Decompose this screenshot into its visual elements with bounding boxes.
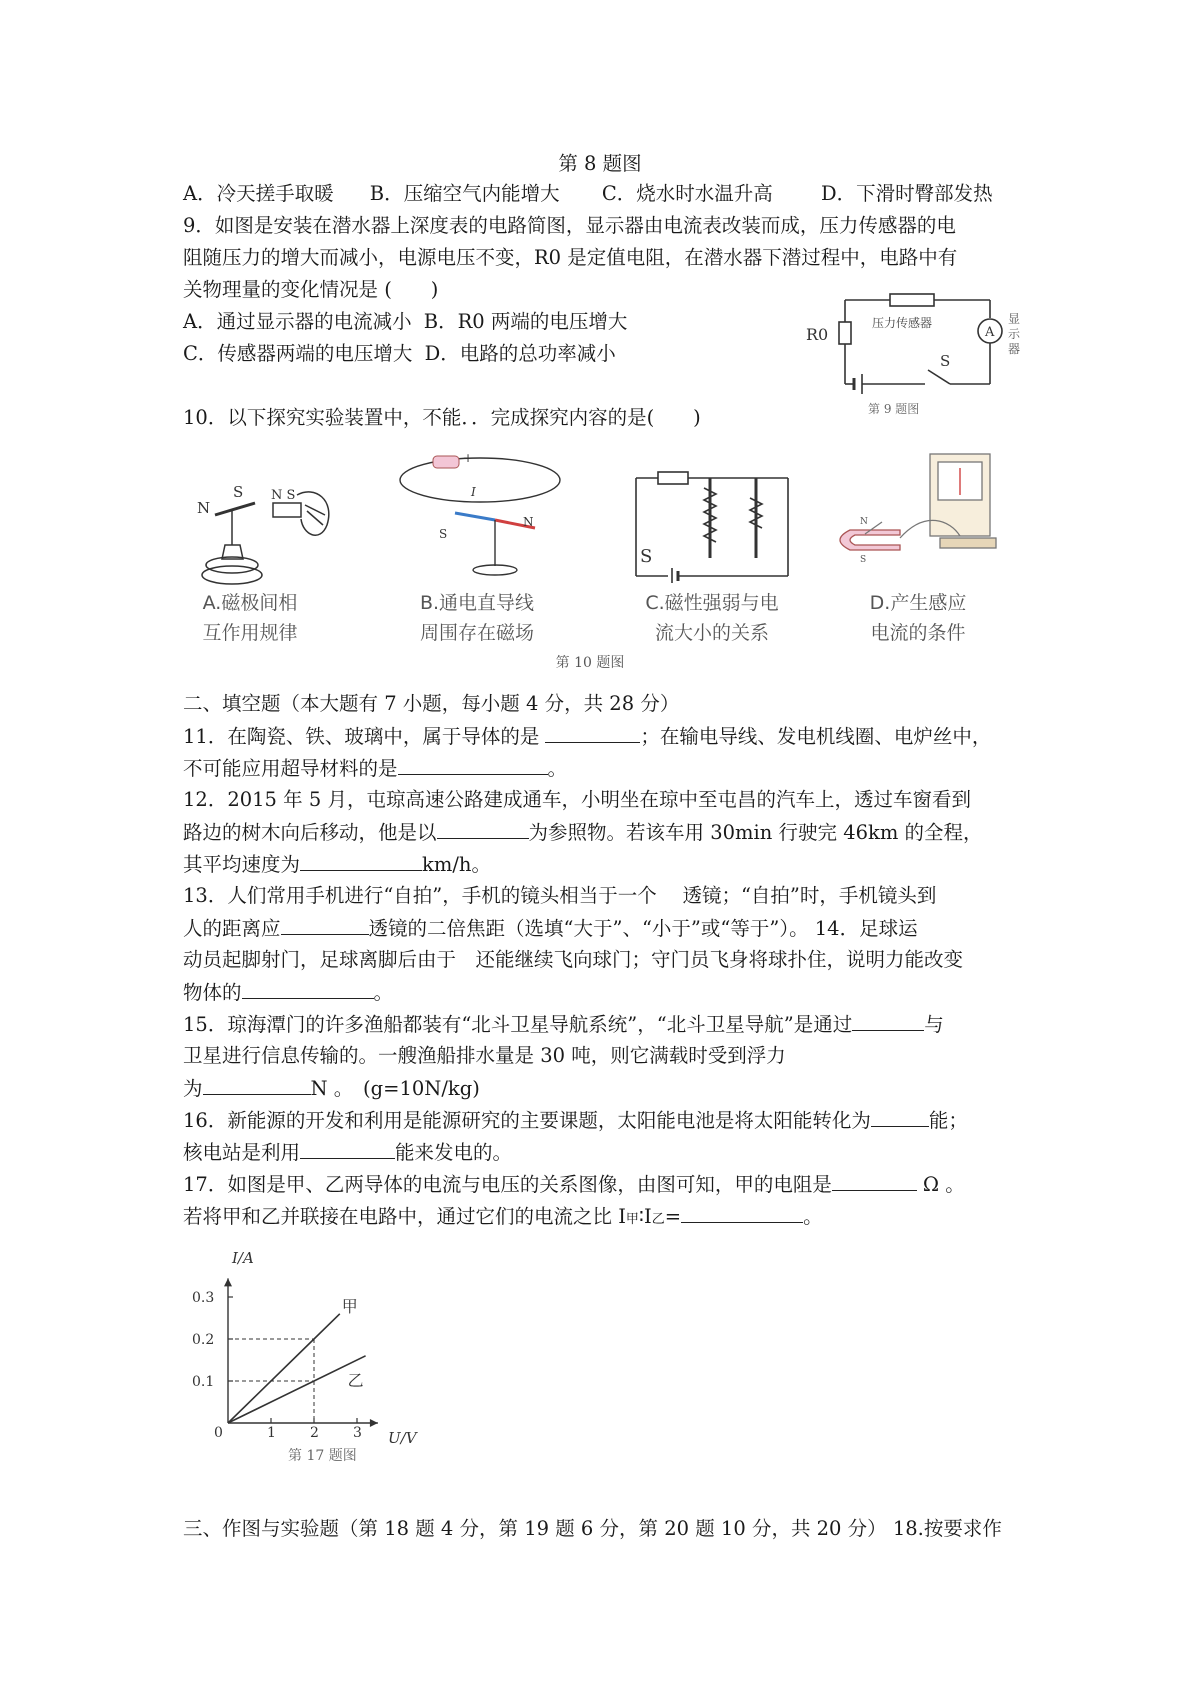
- q10-figure-caption: 第 10 题图: [555, 655, 625, 671]
- q10-caption-b-line1: B.通电直导线: [419, 592, 535, 614]
- y-axis-label: I/A: [232, 1249, 254, 1267]
- fig-a-s-label: S: [233, 483, 244, 501]
- q10-caption-b-line2: 周围存在磁场: [419, 622, 534, 644]
- q12-text-d: 其平均速度为: [183, 853, 301, 876]
- ammeter-label: A: [985, 325, 995, 340]
- q10-caption-c-line1: C.磁性强弱与电: [645, 592, 779, 614]
- q13-text-b: 人的距离应: [183, 917, 281, 940]
- fig-b-plus-label: +: [463, 451, 474, 465]
- r0-resistor: [839, 322, 851, 344]
- q11-line1: [183, 722, 991, 751]
- q16-line2: [183, 1138, 512, 1167]
- q11-text-c: 不可能应用超导材料的是: [183, 757, 398, 780]
- q14-line1: 动员起脚射门，足球离脚后由于 还能继续飞向球门；守门员飞身将球扑住，说明力能改变: [183, 948, 964, 971]
- q9-option-a: A．通过显示器的电流减小: [183, 310, 412, 333]
- q17-blank-1[interactable]: [832, 1170, 917, 1191]
- q14-text-b: 物体的: [183, 981, 242, 1004]
- x-axis-label: U/V: [388, 1429, 417, 1447]
- q17-figure-caption: 第 17 题图: [288, 1448, 357, 1464]
- q8-option-b: B．压缩空气内能增大: [369, 182, 560, 205]
- q9-option-b: B．R0 两端的电压增大: [423, 310, 628, 333]
- fig-a-ns-label: N S: [271, 488, 296, 503]
- series-line-1: [228, 1314, 340, 1423]
- q15-blank-2[interactable]: [203, 1074, 311, 1095]
- switch-icon: [928, 370, 950, 384]
- r0-label: R0: [806, 325, 829, 344]
- fig-c-switch-label: S: [640, 546, 653, 567]
- y-tick-label: 0.3: [192, 1290, 215, 1306]
- q10-caption-c-line2: 流大小的关系: [654, 622, 769, 644]
- q9-option-d: D．电路的总功率减小: [424, 342, 616, 365]
- q15-text-e: N 。 (g=10N/kg): [310, 1077, 480, 1100]
- q8-figure-label: 第 8 题图: [558, 152, 642, 175]
- q14-line2: [183, 978, 393, 1007]
- q11-text-a: 11．在陶瓷、铁、玻璃中，属于导体的是: [183, 725, 540, 748]
- q9-stem-line1: 9．如图是安装在潜水器上深度表的电路简图，显示器由电流表改装而成，压力传感器的电: [183, 214, 956, 237]
- fig-b-n-label: N: [523, 515, 534, 529]
- q11-blank-2[interactable]: [398, 754, 548, 775]
- q12-blank-2[interactable]: [300, 850, 422, 871]
- q9-stem-line2: 阻随压力的增大而减小，电源电压不变，R0 是定值电阻，在潜水器下潜过程中，电路中有: [183, 246, 958, 269]
- q15-line1: [183, 1010, 944, 1039]
- q12-blank-1[interactable]: [437, 818, 529, 839]
- q17-text-b: Ω 。: [922, 1173, 965, 1196]
- q14-blank[interactable]: [242, 978, 374, 999]
- q10-fig-b: [395, 448, 570, 583]
- q17-iv-chart: [190, 1245, 430, 1465]
- q8-options: [183, 180, 993, 208]
- q16-text-b: 能；: [928, 1109, 968, 1132]
- display-label-1: 显: [1008, 312, 1021, 326]
- section2-title: 二、填空题（本大题有 7 小题，每小题 4 分，共 28 分）: [183, 692, 680, 715]
- q10-caption-a: [180, 588, 320, 648]
- section3-title: 三、作图与实验题（第 18 题 4 分，第 19 题 6 分，第 20 题 10 分，共 20 分） 18.按要求作: [183, 1517, 1002, 1540]
- q16-text-c: 核电站是利用: [183, 1141, 301, 1164]
- q15-line2: 卫星进行信息传输的。一艘渔船排水量是 30 吨，则它满载时受到浮力: [183, 1044, 786, 1067]
- q16-blank-1[interactable]: [871, 1106, 929, 1127]
- q16-text-a: 16．新能源的开发和利用是能源研究的主要课题，太阳能电池是将太阳能转化为: [183, 1109, 871, 1132]
- q10-stem: 10．以下探究实验装置中，不能．．完成探究内容的是( ): [183, 406, 701, 429]
- q16-text-d: 能来发电的。: [395, 1141, 513, 1164]
- q11-text-b: ；在输电导线、发电机线圈、电炉丝中，: [640, 725, 992, 748]
- q8-option-c: C．烧水时水温升高: [601, 182, 773, 205]
- q17-sub-yi: 乙: [651, 1212, 665, 1227]
- q13-line1: 13．人们常用手机进行“自拍”，手机的镜头相当于一个 透镜；“自拍”时，手机镜头到: [183, 884, 937, 907]
- q12-line1: 12．2015 年 5 月，屯琼高速公路建成通车，小明坐在琼中至屯昌的汽车上，透过车窗看到: [183, 788, 971, 811]
- fig-b-current-label: I: [471, 485, 476, 499]
- x-tick-label: 0: [214, 1425, 223, 1441]
- q8-option-d: D．下滑时臀部发热: [820, 182, 993, 205]
- q9-options-row1: [183, 308, 627, 336]
- q16-blank-2[interactable]: [300, 1138, 395, 1159]
- q15-text-a: 15．琼海潭门的许多渔船都装有“北斗卫星导航系统”，“北斗卫星导航”是通过: [183, 1013, 853, 1036]
- q10-caption-a-line1: A.磁极间相: [202, 592, 298, 614]
- q12-line2: [183, 818, 983, 847]
- q15-blank-1[interactable]: [852, 1010, 924, 1031]
- q13-blank[interactable]: [281, 914, 369, 935]
- pressure-sensor-resistor: [890, 294, 934, 306]
- q10-caption-c: [622, 588, 802, 648]
- q12-text-b: 路边的树木向后移动，他是以: [183, 821, 437, 844]
- q17-colon: ∶I: [638, 1205, 652, 1228]
- q12-text-e: km/h。: [422, 853, 491, 876]
- q15-line3: [183, 1074, 480, 1103]
- q10-fig-d: [830, 450, 1005, 585]
- switch-label: S: [940, 352, 951, 370]
- fig-d-n-label: N: [860, 517, 868, 527]
- q12-line3: [183, 850, 491, 879]
- q11-text-d: 。: [547, 757, 568, 780]
- series-line-2: [228, 1356, 366, 1423]
- x-tick-label: 3: [353, 1425, 362, 1441]
- q8-option-a: A．冷天搓手取暖: [183, 182, 334, 205]
- q9-options-row2: [183, 340, 616, 368]
- sensor-label: 压力传感器: [872, 316, 933, 330]
- y-tick-label: 0.1: [192, 1374, 215, 1390]
- q10-fig-c: [628, 458, 800, 583]
- q9-option-c: C．传感器两端的电压增大: [183, 342, 413, 365]
- q11-blank-1[interactable]: [545, 722, 640, 743]
- q9-circuit-diagram: [790, 288, 1030, 418]
- q10-caption-b: [392, 588, 562, 648]
- q9-figure-caption: 第 9 题图: [868, 402, 920, 416]
- x-tick-label: 1: [267, 1425, 276, 1441]
- display-label-2: 示: [1008, 327, 1021, 341]
- q17-text-a: 17．如图是甲、乙两导体的电流与电压的关系图像，由图可知，甲的电阻是: [183, 1173, 832, 1196]
- q17-sub-jia: 甲: [625, 1212, 639, 1227]
- q9-stem-line3: 关物理量的变化情况是 ( ): [183, 278, 439, 301]
- series-label-1: 甲: [341, 1296, 358, 1316]
- q10-caption-d-line2: 电流的条件: [870, 622, 966, 644]
- q17-text-end: 。: [803, 1205, 823, 1228]
- x-tick-label: 2: [310, 1425, 319, 1441]
- q17-text-c: 若将甲和乙并联接在电路中，通过它们的电流之比 I: [183, 1205, 626, 1228]
- y-axis-arrow: [224, 1278, 232, 1286]
- q10-caption-a-line2: 互作用规律: [202, 622, 298, 644]
- q15-text-b: 与: [924, 1013, 944, 1036]
- q17-equals: =: [664, 1205, 682, 1228]
- q13-line2: [183, 914, 918, 943]
- fig-d-s-label: S: [860, 555, 867, 565]
- series-label-2: 乙: [347, 1370, 364, 1390]
- display-label-3: 器: [1008, 342, 1021, 356]
- q12-text-c: 为参照物。若该车用 30min 行驶完 46km 的全程，: [528, 821, 983, 844]
- q11-line2: [183, 754, 567, 783]
- q15-text-d: 为: [183, 1077, 203, 1100]
- q14-text-c: 。: [373, 981, 394, 1004]
- fig-b-s-label: S: [439, 527, 448, 541]
- q17-line1: [183, 1170, 965, 1199]
- q17-line2: [183, 1202, 823, 1234]
- q10-caption-d: [848, 588, 988, 648]
- q10-fig-a: [185, 455, 355, 585]
- q16-line1: [183, 1106, 968, 1135]
- fig-a-n-label: N: [197, 499, 211, 517]
- q10-caption-d-line1: D.产生感应: [869, 592, 967, 614]
- q17-blank-2[interactable]: [681, 1202, 803, 1223]
- battery-icon: [433, 456, 459, 468]
- y-tick-label: 0.2: [192, 1332, 215, 1348]
- x-axis-arrow: [370, 1419, 378, 1427]
- q13-text-c: 透镜的二倍焦距（选填“大于”、“小于”或“等于”）。 14．足球运: [368, 917, 918, 940]
